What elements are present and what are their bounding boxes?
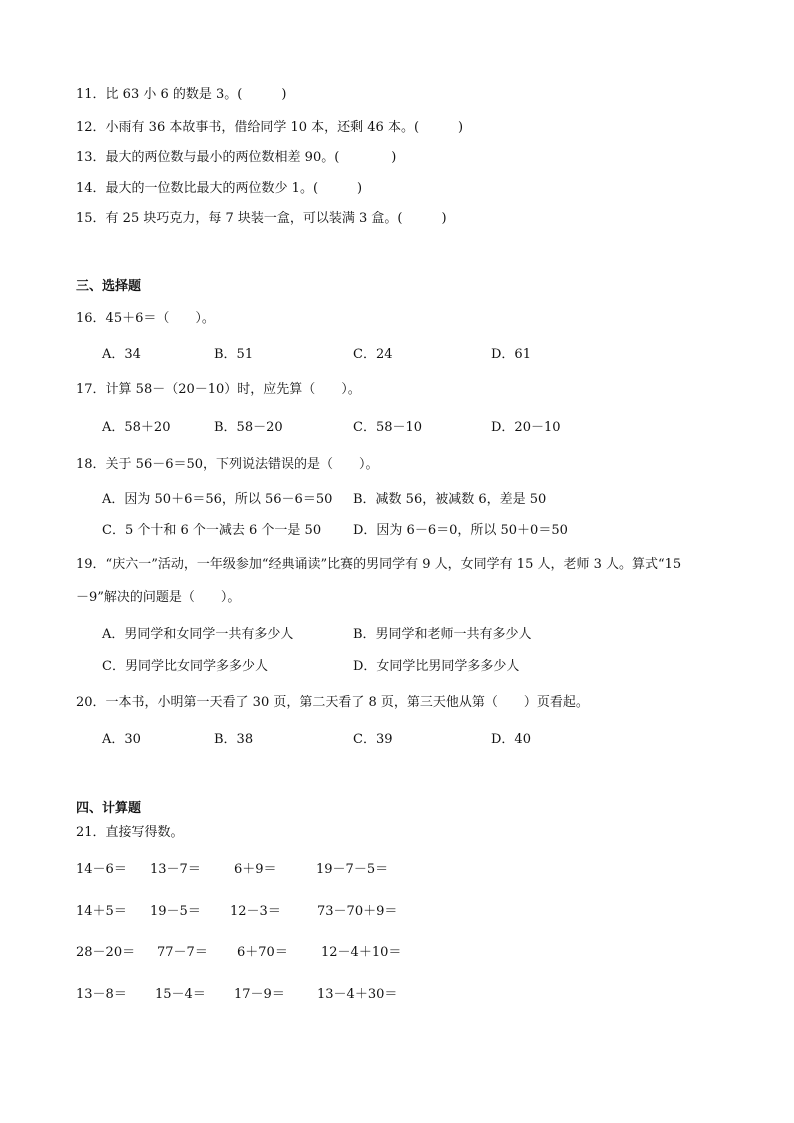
question-13: 13．最大的两位数与最小的两位数相差 90。( ) bbox=[76, 150, 397, 165]
question-18-option-d: D．因为 6－6＝0，所以 50＋0＝50 bbox=[353, 523, 568, 538]
calc-item: 13－8＝ bbox=[76, 987, 127, 1002]
question-20-option-c: C．39 bbox=[353, 732, 393, 747]
question-19-option-a: A．男同学和女同学一共有多少人 bbox=[102, 627, 294, 642]
question-19-stem-line1: 19．“庆六一”活动，一年级参加“经典诵读”比赛的男同学有 9 人，女同学有 15 人，老师 3 人。算式“15 bbox=[76, 557, 682, 572]
question-11: 11．比 63 小 6 的数是 3。( ) bbox=[76, 87, 287, 102]
calc-item: 14－6＝ bbox=[76, 862, 127, 877]
question-19-option-b: B．男同学和老师一共有多少人 bbox=[353, 627, 532, 642]
calc-item: 12－3＝ bbox=[230, 904, 281, 919]
calc-item: 28－20＝ bbox=[76, 945, 136, 960]
question-18-option-a: A．因为 50＋6＝56，所以 56－6＝50 bbox=[102, 492, 333, 507]
section-heading-calculation: 四、计算题 bbox=[76, 801, 142, 816]
question-12: 12．小雨有 36 本故事书，借给同学 10 本，还剩 46 本。( ) bbox=[76, 120, 464, 135]
question-17-stem: 17．计算 58－（20－10）时，应先算（ ）。 bbox=[76, 382, 361, 397]
calc-item: 15－4＝ bbox=[155, 987, 206, 1002]
calc-item: 13－4＋30＝ bbox=[317, 987, 398, 1002]
question-17-option-c: C．58－10 bbox=[353, 420, 423, 435]
calc-item: 6＋70＝ bbox=[237, 945, 288, 960]
question-20-option-d: D．40 bbox=[491, 732, 531, 747]
question-16-option-d: D．61 bbox=[491, 347, 531, 362]
question-16-stem: 16．45＋6＝（ ）。 bbox=[76, 311, 215, 326]
question-19-option-c: C．男同学比女同学多多少人 bbox=[102, 659, 268, 674]
question-18-stem: 18．关于 56－6＝50，下列说法错误的是（ ）。 bbox=[76, 457, 379, 472]
calc-item: 19－7－5＝ bbox=[316, 862, 389, 877]
question-18-option-c: C．5 个十和 6 个一减去 6 个一是 50 bbox=[102, 523, 322, 538]
question-18-option-b: B．减数 56，被减数 6，差是 50 bbox=[353, 492, 547, 507]
question-19-stem-line2: －9”解决的问题是（ ）。 bbox=[76, 590, 241, 605]
question-20-stem: 20．一本书，小明第一天看了 30 页，第二天看了 8 页，第三天他从第（ ）页看起。 bbox=[76, 695, 589, 710]
calc-item: 19－5＝ bbox=[150, 904, 201, 919]
question-20-option-b: B．38 bbox=[214, 732, 254, 747]
question-15: 15．有 25 块巧克力，每 7 块装一盒，可以装满 3 盒。( ) bbox=[76, 211, 447, 226]
question-17-option-d: D．20－10 bbox=[491, 420, 561, 435]
calc-item: 13－7＝ bbox=[150, 862, 201, 877]
calc-item: 6＋9＝ bbox=[234, 862, 277, 877]
question-20-option-a: A．30 bbox=[102, 732, 141, 747]
question-17-option-b: B．58－20 bbox=[214, 420, 283, 435]
calc-item: 77－7＝ bbox=[157, 945, 208, 960]
calc-item: 17－9＝ bbox=[234, 987, 285, 1002]
question-21-stem: 21．直接写得数。 bbox=[76, 825, 184, 840]
calc-item: 73－70＋9＝ bbox=[317, 904, 398, 919]
question-16-option-c: C．24 bbox=[353, 347, 393, 362]
calc-item: 14＋5＝ bbox=[76, 904, 127, 919]
calc-item: 12－4＋10＝ bbox=[321, 945, 402, 960]
question-16-option-a: A．34 bbox=[102, 347, 141, 362]
question-14: 14．最大的一位数比最大的两位数少 1。( ) bbox=[76, 181, 363, 196]
question-19-option-d: D．女同学比男同学多多少人 bbox=[353, 659, 520, 674]
section-heading-choice: 三、选择题 bbox=[76, 279, 142, 294]
question-17-option-a: A．58＋20 bbox=[102, 420, 171, 435]
question-16-option-b: B．51 bbox=[214, 347, 254, 362]
